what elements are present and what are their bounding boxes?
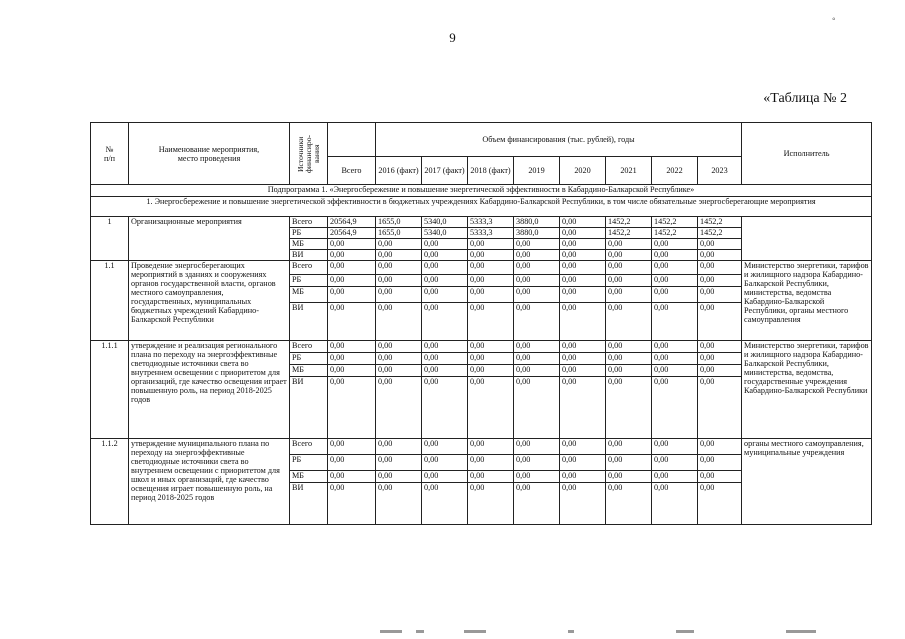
funding-source: Всего (290, 439, 328, 455)
value-year: 5340,0 (422, 228, 468, 239)
value-year: 0,00 (468, 250, 514, 261)
value-year: 0,00 (422, 275, 468, 287)
value-year: 0,00 (422, 353, 468, 365)
header-year: 2020 (560, 157, 606, 185)
header-executor: Исполнитель (742, 123, 872, 185)
value-year: 0,00 (698, 303, 742, 341)
item-number: 1.1.2 (91, 439, 129, 525)
value-year: 1452,2 (698, 228, 742, 239)
funding-source: МБ (290, 471, 328, 483)
value-year: 1452,2 (606, 217, 652, 228)
value-year: 0,00 (468, 287, 514, 303)
value-year: 0,00 (698, 365, 742, 377)
subprogram-row (91, 185, 872, 197)
value-year: 0,00 (422, 483, 468, 525)
value-year: 0,00 (652, 261, 698, 275)
value-year: 0,00 (376, 365, 422, 377)
value-year: 0,00 (606, 377, 652, 439)
item-executor: органы местного самоуправления, муниципальные учреждения (742, 439, 872, 525)
funding-table (90, 122, 872, 525)
table-title: «Таблица № 2 (763, 91, 847, 106)
value-year: 0,00 (698, 439, 742, 455)
funding-source: РБ (290, 275, 328, 287)
value-year: 0,00 (560, 303, 606, 341)
value-year: 0,00 (422, 471, 468, 483)
value-total: 0,00 (328, 239, 376, 250)
value-year: 0,00 (560, 439, 606, 455)
value-year: 0,00 (698, 377, 742, 439)
value-total: 0,00 (328, 353, 376, 365)
value-total: 0,00 (328, 341, 376, 353)
value-year: 0,00 (514, 377, 560, 439)
value-year: 0,00 (560, 377, 606, 439)
value-year: 0,00 (376, 439, 422, 455)
value-year: 0,00 (606, 455, 652, 471)
value-year: 0,00 (376, 303, 422, 341)
value-year: 0,00 (652, 353, 698, 365)
value-year: 0,00 (468, 455, 514, 471)
value-year: 0,00 (422, 377, 468, 439)
funding-source: ВИ (290, 250, 328, 261)
value-year: 0,00 (606, 365, 652, 377)
value-year: 0,00 (560, 239, 606, 250)
value-year: 0,00 (376, 261, 422, 275)
value-total: 0,00 (328, 275, 376, 287)
item-number: 1.1.1 (91, 341, 129, 439)
item-name: утверждение муниципального плана по переходу на энергоэффективные светодиодные источники света во внутреннем освещении с приоритетом для школ и иных организаций, где качество освещения играет повышенную роль, на период 2018-2025 годов (129, 439, 290, 525)
value-year: 0,00 (468, 483, 514, 525)
table-row (91, 439, 872, 455)
table-row (91, 261, 872, 275)
value-year: 0,00 (422, 287, 468, 303)
funding-source: Всего (290, 341, 328, 353)
value-total: 20564,9 (328, 228, 376, 239)
item-executor (742, 217, 872, 261)
value-year: 0,00 (606, 239, 652, 250)
funding-source: МБ (290, 287, 328, 303)
value-year: 0,00 (698, 250, 742, 261)
value-year: 0,00 (514, 341, 560, 353)
header-num: № п/п (91, 123, 129, 185)
value-year: 0,00 (514, 455, 560, 471)
value-year: 0,00 (698, 471, 742, 483)
value-year: 0,00 (376, 483, 422, 525)
funding-source: РБ (290, 228, 328, 239)
value-year: 0,00 (514, 483, 560, 525)
value-year: 0,00 (560, 483, 606, 525)
item-number: 1 (91, 217, 129, 261)
header-name: Наименование мероприятия, место проведения (129, 123, 290, 185)
funding-source: Всего (290, 261, 328, 275)
value-year: 0,00 (376, 455, 422, 471)
value-year: 1452,2 (652, 217, 698, 228)
value-year: 0,00 (698, 483, 742, 525)
header-year: 2017 (факт) (422, 157, 468, 185)
table-row (91, 341, 872, 353)
value-year: 0,00 (468, 353, 514, 365)
item-name: Организационные мероприятия (129, 217, 290, 261)
table-row (91, 217, 872, 228)
value-year: 5333,3 (468, 217, 514, 228)
header-row-1 (91, 123, 872, 157)
item-number: 1.1 (91, 261, 129, 341)
value-year: 0,00 (652, 365, 698, 377)
value-year: 0,00 (652, 377, 698, 439)
value-year: 0,00 (468, 261, 514, 275)
header-year: 2019 (514, 157, 560, 185)
value-year: 1452,2 (698, 217, 742, 228)
value-year: 0,00 (468, 365, 514, 377)
value-year: 0,00 (422, 250, 468, 261)
value-year: 0,00 (652, 250, 698, 261)
value-year: 3880,0 (514, 217, 560, 228)
value-year: 0,00 (376, 250, 422, 261)
value-year: 0,00 (560, 250, 606, 261)
header-year: 2021 (606, 157, 652, 185)
value-year: 0,00 (698, 275, 742, 287)
value-year: 0,00 (514, 239, 560, 250)
value-year: 0,00 (606, 341, 652, 353)
value-year: 0,00 (468, 275, 514, 287)
value-year: 1452,2 (606, 228, 652, 239)
item-executor: Министерство энергетики, тарифов и жилищного надзора Кабардино- Балкарской Республики, министерства, ведомства Кабардино-Балкарской Республики, органы местного самоуправления (742, 261, 872, 341)
value-year: 0,00 (560, 471, 606, 483)
value-year: 0,00 (652, 341, 698, 353)
value-total: 0,00 (328, 365, 376, 377)
value-year: 0,00 (606, 261, 652, 275)
value-year: 0,00 (468, 239, 514, 250)
funding-source: ВИ (290, 377, 328, 439)
value-year: 0,00 (698, 341, 742, 353)
value-year: 0,00 (606, 275, 652, 287)
value-year: 0,00 (514, 275, 560, 287)
item-executor: Министерство энергетики, тарифов и жилищного надзора Кабардино- Балкарской Республики, министерства, ведомства, государственные учреждения Кабардино-Балкарской Республики (742, 341, 872, 439)
value-year: 0,00 (514, 287, 560, 303)
item-name: Проведение энергосберегающих мероприятий в зданиях и сооружениях органов государственной власти, органов местного самоуправления, государственных, муниципальных бюджетных учреждений Кабардино- Балкарской Республики (129, 261, 290, 341)
value-year: 0,00 (560, 365, 606, 377)
header-total: Всего (328, 157, 376, 185)
value-total: 20564,9 (328, 217, 376, 228)
section-row (91, 197, 872, 217)
value-year: 0,00 (514, 471, 560, 483)
value-year: 0,00 (560, 341, 606, 353)
value-year: 3880,0 (514, 228, 560, 239)
value-year: 0,00 (606, 353, 652, 365)
value-year: 0,00 (606, 287, 652, 303)
funding-source: РБ (290, 455, 328, 471)
value-total: 0,00 (328, 377, 376, 439)
value-year: 0,00 (376, 275, 422, 287)
value-year: 0,00 (422, 365, 468, 377)
value-year: 0,00 (606, 483, 652, 525)
header-year: 2022 (652, 157, 698, 185)
value-total: 0,00 (328, 250, 376, 261)
value-total: 0,00 (328, 439, 376, 455)
value-year: 0,00 (560, 353, 606, 365)
item-name: утверждение и реализация регионального плана по переходу на энергоэффективные светодиодные источники света во внутреннем освещении с приоритетом для организаций, где качество освещения играет повышенную роль, на период 2018-2025 годов (129, 341, 290, 439)
page-number: 9 (449, 30, 456, 45)
funding-source: ВИ (290, 303, 328, 341)
section-title: 1. Энергосбережение и повышение энергетической эффективности в бюджетных учреждениях Кабардино-Балкарской Республики, в том числе обязательные энергосберегающие мероприятия (91, 197, 872, 217)
value-total: 0,00 (328, 303, 376, 341)
value-year: 0,00 (698, 239, 742, 250)
value-year: 0,00 (698, 261, 742, 275)
value-year: 0,00 (422, 261, 468, 275)
value-year: 0,00 (514, 365, 560, 377)
funding-source: МБ (290, 239, 328, 250)
value-year: 0,00 (606, 303, 652, 341)
value-year: 0,00 (652, 303, 698, 341)
value-year: 5333,3 (468, 228, 514, 239)
value-year: 0,00 (514, 439, 560, 455)
value-year: 0,00 (376, 341, 422, 353)
value-year: 0,00 (652, 483, 698, 525)
value-total: 0,00 (328, 483, 376, 525)
value-year: 0,00 (514, 303, 560, 341)
value-year: 0,00 (376, 287, 422, 303)
value-year: 0,00 (698, 287, 742, 303)
value-total: 0,00 (328, 455, 376, 471)
value-year: 0,00 (606, 439, 652, 455)
value-year: 5340,0 (422, 217, 468, 228)
value-year: 0,00 (606, 471, 652, 483)
value-total: 0,00 (328, 287, 376, 303)
value-year: 0,00 (652, 275, 698, 287)
value-year: 0,00 (376, 471, 422, 483)
value-year: 0,00 (468, 341, 514, 353)
value-year: 0,00 (514, 261, 560, 275)
value-year: 0,00 (698, 353, 742, 365)
scan-mark: ◦ (832, 14, 836, 25)
value-year: 0,00 (468, 377, 514, 439)
value-year: 0,00 (468, 303, 514, 341)
value-year: 0,00 (560, 261, 606, 275)
value-year: 0,00 (376, 239, 422, 250)
value-year: 1452,2 (652, 228, 698, 239)
value-year: 0,00 (422, 303, 468, 341)
value-year: 0,00 (560, 228, 606, 239)
value-year: 0,00 (376, 377, 422, 439)
value-year: 0,00 (652, 455, 698, 471)
value-year: 0,00 (422, 455, 468, 471)
value-year: 0,00 (560, 217, 606, 228)
value-year: 0,00 (652, 439, 698, 455)
value-year: 0,00 (376, 353, 422, 365)
header-source: Источники финансиро- вания (290, 123, 328, 185)
value-year: 0,00 (698, 455, 742, 471)
value-year: 0,00 (422, 341, 468, 353)
value-year: 1655,0 (376, 217, 422, 228)
value-year: 0,00 (422, 239, 468, 250)
value-year: 0,00 (422, 439, 468, 455)
subprogram-title: Подпрограмма 1. «Энергосбережение и повышение энергетической эффективности в Кабардино-Балкарской Республике» (91, 185, 872, 197)
header-funding: Объем финансирования (тыс. рублей), годы (376, 123, 742, 157)
value-year: 0,00 (652, 239, 698, 250)
funding-source: МБ (290, 365, 328, 377)
value-total: 0,00 (328, 261, 376, 275)
funding-source: ВИ (290, 483, 328, 525)
header-year: 2023 (698, 157, 742, 185)
funding-source: Всего (290, 217, 328, 228)
value-total: 0,00 (328, 471, 376, 483)
value-year: 0,00 (514, 353, 560, 365)
value-year: 0,00 (514, 250, 560, 261)
value-year: 1655,0 (376, 228, 422, 239)
header-funding-spacer (328, 123, 376, 157)
value-year: 0,00 (560, 455, 606, 471)
value-year: 0,00 (652, 287, 698, 303)
scan-edge-marks (380, 630, 820, 634)
value-year: 0,00 (606, 250, 652, 261)
value-year: 0,00 (468, 439, 514, 455)
funding-source: РБ (290, 353, 328, 365)
value-year: 0,00 (468, 471, 514, 483)
header-year: 2016 (факт) (376, 157, 422, 185)
value-year: 0,00 (560, 275, 606, 287)
value-year: 0,00 (652, 471, 698, 483)
header-year: 2018 (факт) (468, 157, 514, 185)
value-year: 0,00 (560, 287, 606, 303)
